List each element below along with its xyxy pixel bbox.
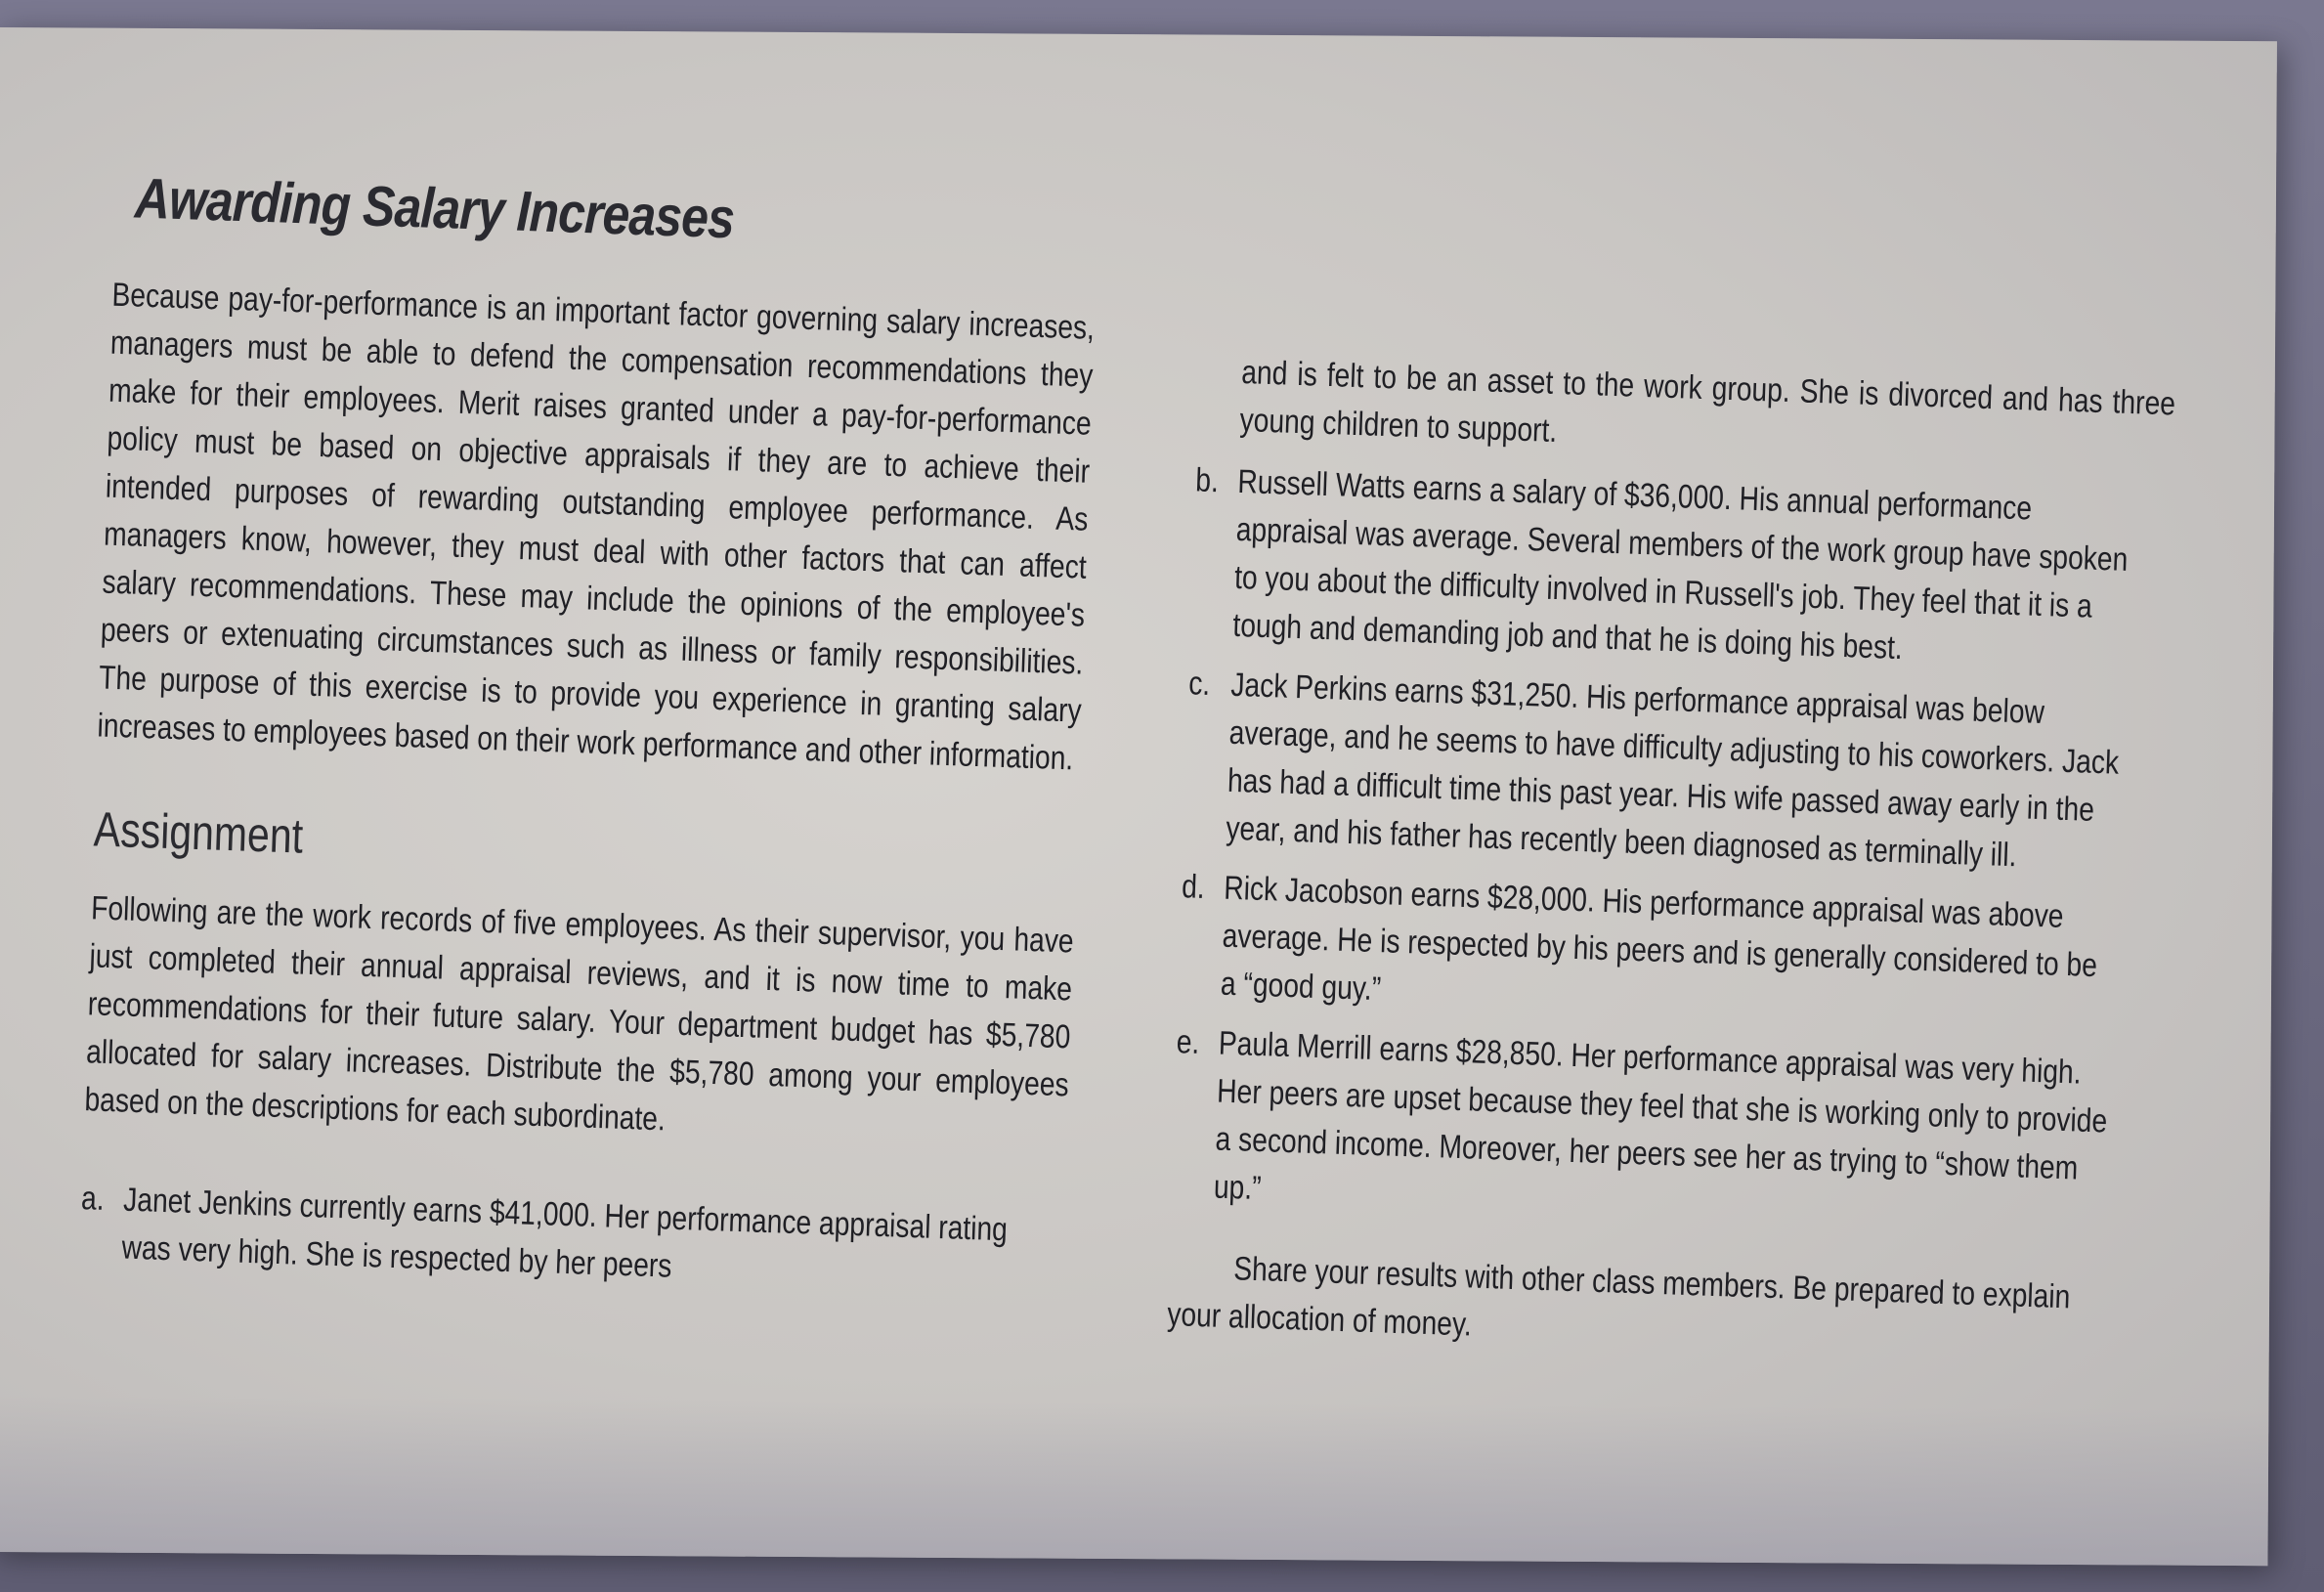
- right-column: [1166, 348, 2176, 1371]
- closing-paragraph: Share your results with other class members. Be prepared to explain your allocation of money.: [1166, 1250, 2071, 1344]
- employee-item-b: [1190, 456, 2130, 679]
- item-label: a.: [80, 1180, 106, 1218]
- item-label: c.: [1187, 665, 1211, 704]
- employee-item-c: [1183, 660, 2123, 882]
- book-page: [0, 27, 2277, 1566]
- left-column: [78, 165, 1102, 1316]
- item-text: Rick Jacobson earns $28,000. His performance appraisal was above average. He is respected by his peers and is generally considered to be a “good guy.”: [1220, 869, 2098, 1009]
- item-text: Russell Watts earns a salary of $36,000. His annual performance appraisal was average. Several members of the work group have spoken to you about the difficulty involved in Russell's job. They feel that it is a tough and demanding job and that he is doing his best.: [1231, 462, 2129, 667]
- item-label: d.: [1181, 868, 1206, 906]
- intro-paragraph: Because pay-for-performance is an important factor governing salary increases, managers must be able to defend the compensation recommendations they make for their employees. Merit raises granted under a pay-for-performance policy must be based on objective appraisals if they are to achieve their intended purposes of rewarding outstanding employee performance. As managers know, however, they must deal with other factors that can affect salary recommendations. These may include the opinions of the employee's peers or extenuating circumstances such as illness or family responsibilities. The purpose of this exercise is to provide you experience in granting salary increases to employees based on their work performance and other information.: [96, 276, 1096, 778]
- employee-list-left: [79, 1175, 1069, 1304]
- employee-item-e: [1171, 1018, 2111, 1241]
- employee-list-right: [1171, 456, 2134, 1241]
- item-label: b.: [1194, 461, 1220, 500]
- page-title: Awarding Salary Increases: [133, 166, 736, 251]
- employee-item-a-continued: and is felt to be an asset to the work group. She is divorced and has three young children to support.: [1239, 353, 2176, 450]
- employee-item-a: [79, 1175, 1065, 1304]
- item-text: Janet Jenkins currently earns $41,000. Her performance appraisal rating was very high. She is respected by her peers: [120, 1181, 1009, 1285]
- item-text: Paula Merrill earns $28,850. Her performance appraisal was very high. Her peers are upset because they feel that she is working only to provide a second income. Moreover, her peers see her as trying to “show them up.”: [1213, 1024, 2108, 1208]
- employee-item-d: [1178, 863, 2117, 1038]
- assignment-heading: Assignment: [93, 801, 305, 864]
- assignment-paragraph: Following are the work records of five employees. As their supervisor, you have just completed their annual appraisal reviews, and it is now time to make recommendations for their future salary. Your department budget has $5,780 allocated for salary increases. Distribute the $5,780 among your employees based on the descriptions for each subordinate.: [83, 889, 1075, 1139]
- item-label: e.: [1176, 1023, 1200, 1061]
- item-text: Jack Perkins earns $31,250. His performance appraisal was below average, and he seems to have difficulty adjusting to his coworkers. Jack has had a difficult time this past year. His wife passed away early in the year, and his father has recently been diagnosed as terminally ill.: [1225, 666, 2120, 875]
